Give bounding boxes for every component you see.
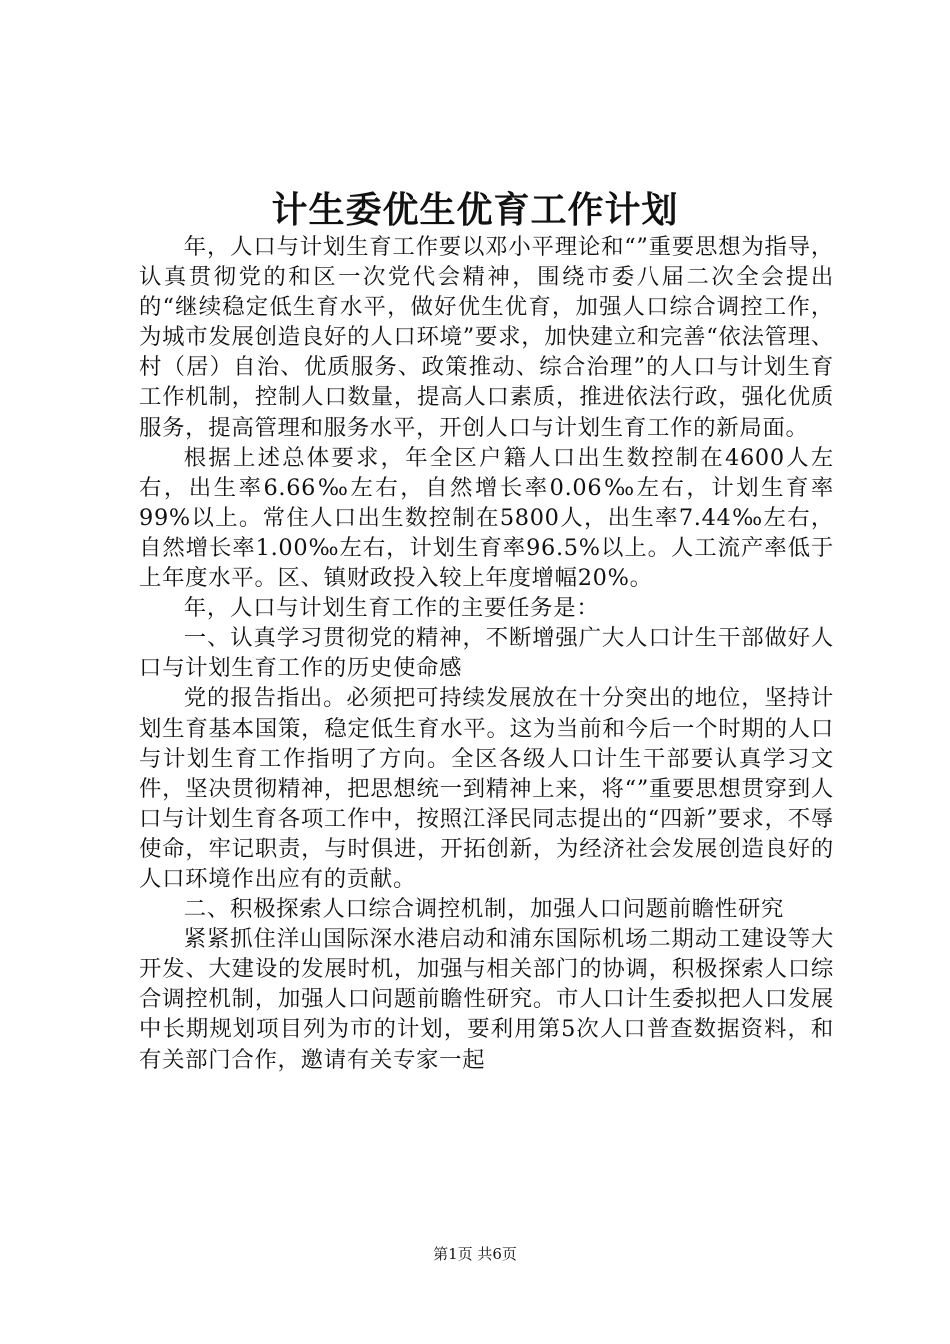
paragraph-tasks-intro: 年，人口与计划生育工作的主要任务是：	[183, 595, 600, 622]
paragraph-section-2: 紧紧抓住洋山国际深水港启动和浦东国际机场二期动工建设等大开发、大建设的发展时机，加强与相关部门的协调，积极探索人口综合调控机制，加强人口问题前瞻性研究。市人口计生委拟把人口发展中长期规划项目列为市的计划，要利用第5次人口普查数据资料，和有关部门合作，邀请有关专家一起	[139, 926, 834, 1073]
document-body	[139, 232, 834, 1075]
page-number-footer: 第1页 共6页	[433, 1245, 517, 1263]
document-title: 计生委优生优育工作计划	[271, 189, 679, 231]
paragraph-intro: 年，人口与计划生育工作要以邓小平理论和“”重要思想为指导，认真贯彻党的和区一次党代会精神，围绕市委八届二次全会提出的“继续稳定低生育水平，做好优生优育，加强人口综合调控工作，为城市发展创造良好的人口环境”要求，加快建立和完善“依法管理、村（居）自治、优质服务、政策推动、综合治理”的人口与计划生育工作机制，控制人口数量，提高人口素质，推进依法行政，强化优质服务，提高管理和服务水平，开创人口与计划生育工作的新局面。	[139, 234, 834, 441]
section-heading-1: 一、认真学习贯彻党的精神，不断增强广大人口计生干部做好人口与计划生育工作的历史使命感	[139, 625, 834, 682]
paragraph-section-1: 党的报告指出。必须把可持续发展放在十分突出的地位，坚持计划生育基本国策，稳定低生育水平。这为当前和今后一个时期的人口与计划生育工作指明了方向。全区各级人口计生干部要认真学习文件，坚决贯彻精神，把思想统一到精神上来，将“”重要思想贯穿到人口与计划生育各项工作中，按照江泽民同志提出的“四新”要求，不辱使命，牢记职责，与时俱进，开拓创新，为经济社会发展创造良好的人口环境作出应有的贡献。	[139, 685, 834, 892]
section-heading-2: 二、积极探索人口综合调控机制，加强人口问题前瞻性研究	[183, 896, 785, 923]
paragraph-targets: 根据上述总体要求，年全区户籍人口出生数控制在4600人左右，出生率6.66‰左右，自然增长率0.06‰左右，计划生育率99%以上。常住人口出生数控制在5800人，出生率7.44‰左右，自然增长率1.00‰左右，计划生育率96.5%以上。人工流产率低于上年度水平。区、镇财政投入较上年度增幅20%。	[139, 444, 834, 592]
